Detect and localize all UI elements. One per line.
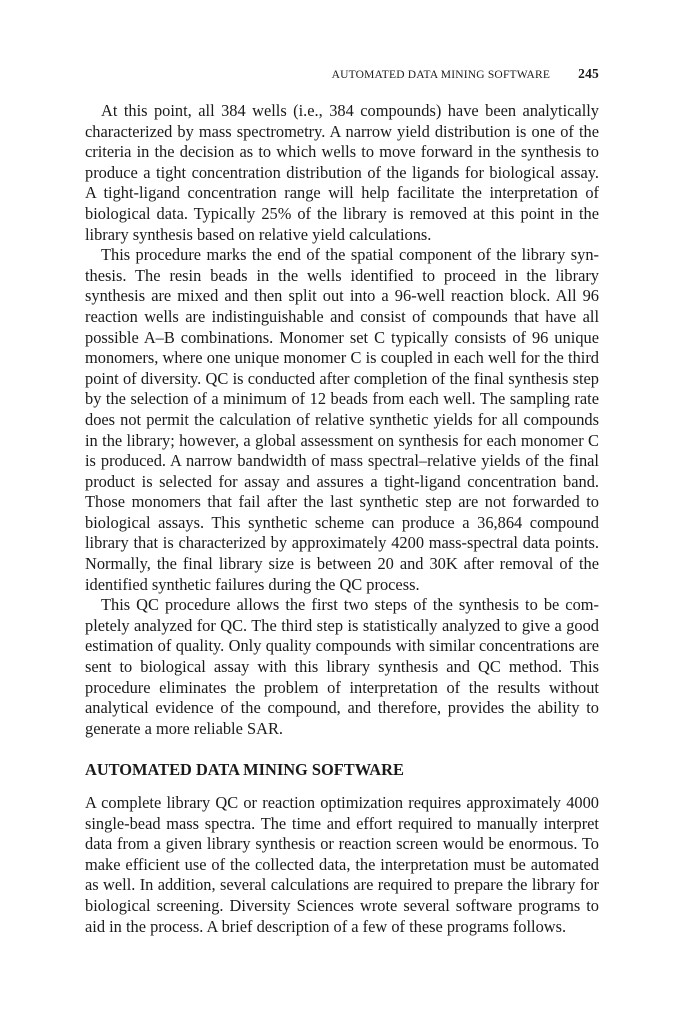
section-heading: AUTOMATED DATA MINING SOFTWARE: [85, 760, 404, 779]
paragraph: A complete library QC or reaction optimization requires approximately 4000 single-bead mass spectra. The time and effort required to manually interpret data from a given library synthesis or reaction screen would be enormous. To make efficient use of the collected data, the interpretation must be automated as well. In addition, several calculations are required to prepare the library for biological screening. Diversity Sciences wrote several software programs to aid in the process. A brief description of a few of these programs follows.: [85, 793, 599, 936]
paragraph: This procedure marks the end of the spatial component of the library synthesis. The resin beads in the wells identified to proceed in the library synthesis are mixed and then split out into a 96-well reaction block. All 96 reaction wells are indistinguishable and consist of compounds that have all possible A–B combinations. Monomer set C typically consists of 96 unique monomers, where one unique monomer C is coupled in each well for the third point of diversity. QC is conducted after completion of the final synthesis step by the selection of a minimum of 12 beads from each well. The sampling rate does not permit the calculation of relative synthetic yields for all compounds in the library; however, a global assessment on synthesis for each monomer C is produced. A narrow bandwidth of mass spectral–relative yields of the final product is selected for assay and assures a tight-ligand concentration band. Those monomers that fail after the last synthetic step are not forwarded to biological assays. This synthetic scheme can produce a 36,864 compound library that is characterized by approximately 4200 mass-spectral data points. Normally, the final library size is between 20 and 30K after removal of the identified synthetic failures during the QC process.: [85, 245, 599, 594]
paragraph: At this point, all 384 wells (i.e., 384 compounds) have been analytically characterized by mass spectrometry. A narrow yield distribution is one of the criteria in the decision as to which wells to move forward in the synthesis to produce a tight concentration distribution of the ligands for biological assay. A tight-ligand concentration range will help facilitate the interpretation of biological data. Typically 25% of the library is removed at this point in the library synthesis based on relative yield calculations.: [85, 101, 599, 244]
section-body: [85, 793, 599, 937]
running-header: [85, 66, 599, 84]
page-number: 245: [578, 66, 599, 81]
running-title: AUTOMATED DATA MINING SOFTWARE: [331, 69, 551, 81]
section-body: [85, 101, 599, 739]
paragraph: This QC procedure allows the first two steps of the synthesis to be completely analyzed for QC. The third step is statistically analyzed to give a good estimation of quality. Only quality compounds with similar concentrations are sent to biological assay with this library synthesis and QC method. This procedure eliminates the problem of interpretation of the results without analytical evidence of the compound, and therefore, provides the ability to generate a more reliable SAR.: [85, 595, 599, 738]
